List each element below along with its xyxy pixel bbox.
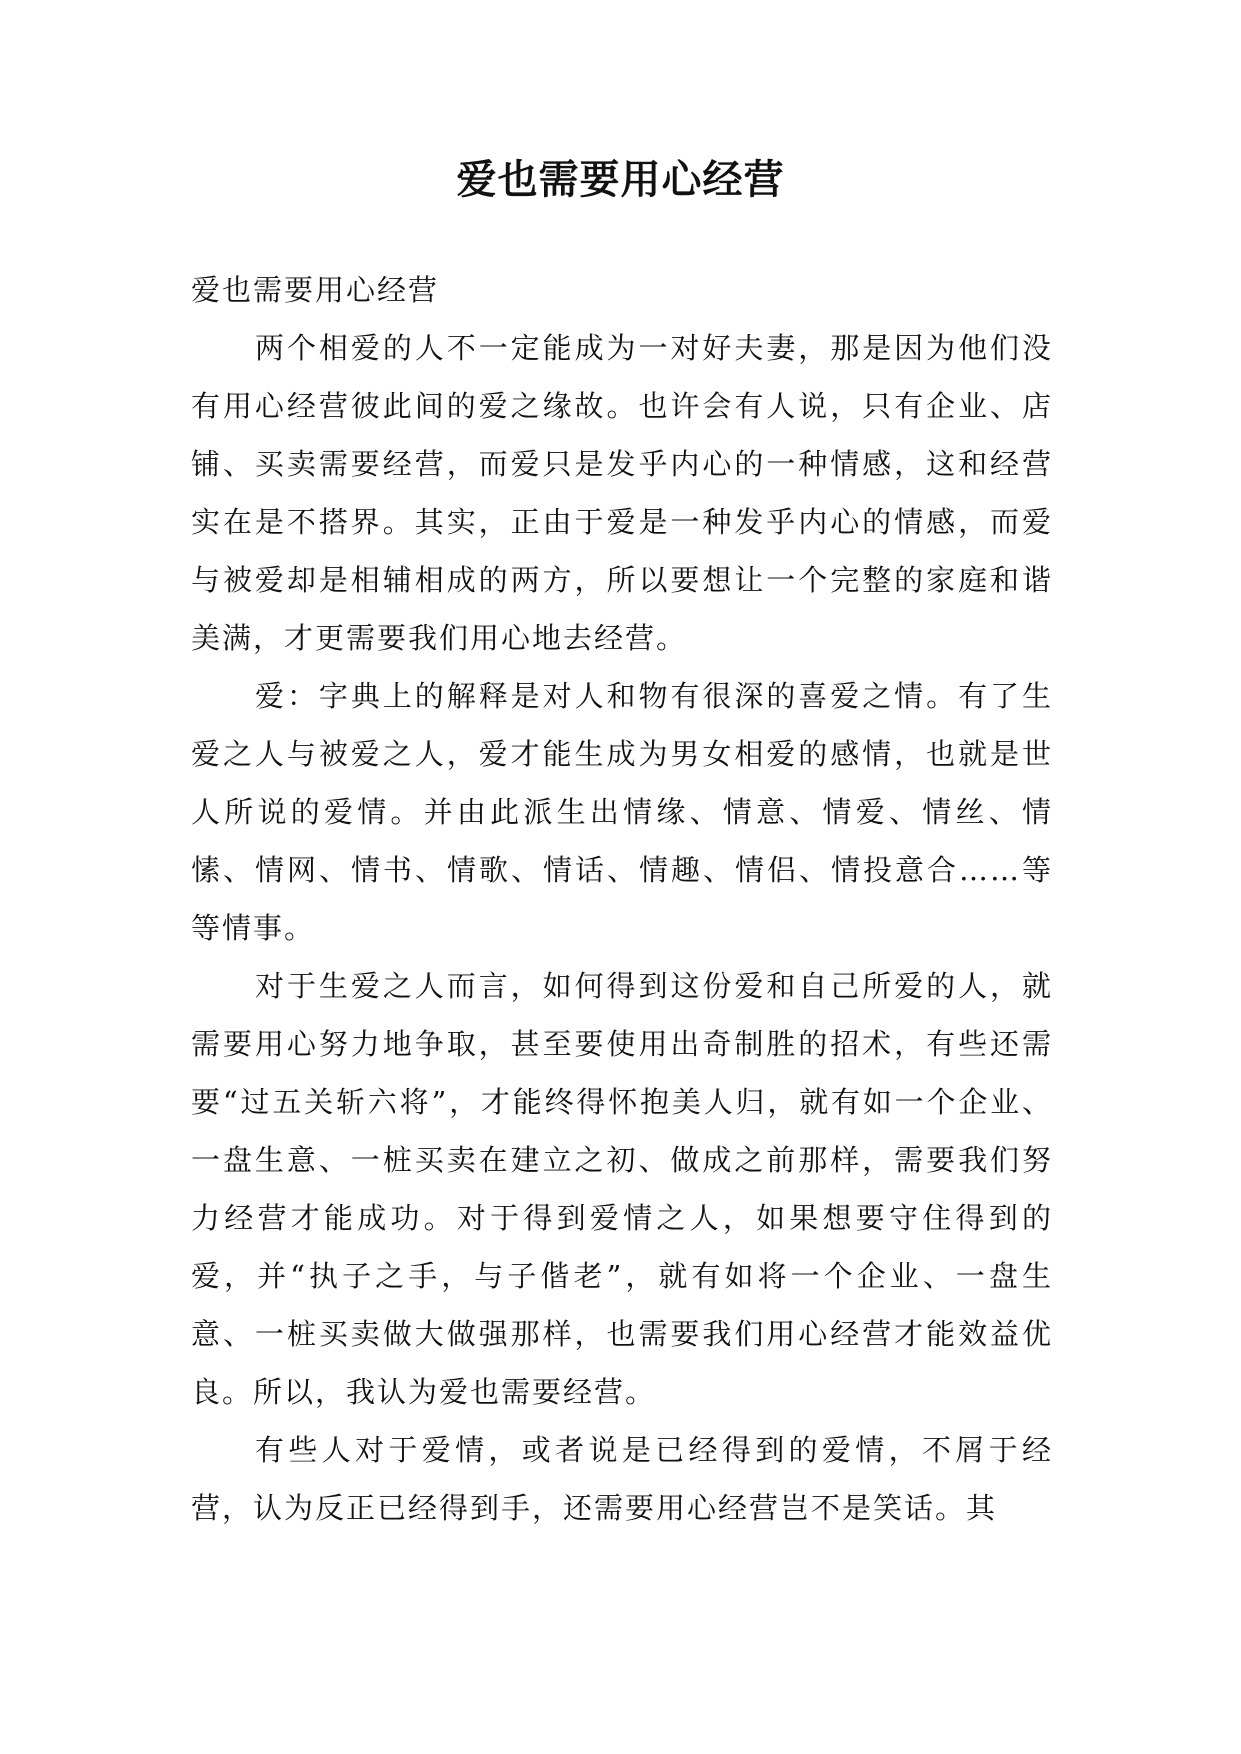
document-title: 爱也需要用心经营 (456, 157, 785, 203)
document-subtitle: 爱也需要用心经营 (191, 273, 440, 307)
paragraph: 两个相爱的人不一定能成为一对好夫妻，那是因为他们没有用心经营彼此间的爱之缘故。也许会有人说，只有企业、店铺、买卖需要经营，而爱只是发乎内心的一种情感，这和经营实在是不搭界。其实，正由于爱是一种发乎内心的情感，而爱与被爱却是相辅相成的两方，所以要想让一个完整的家庭和谐美满，才更需要我们用心地去经营。 (191, 331, 1053, 655)
paragraph: 对于生爱之人而言，如何得到这份爱和自己所爱的人，就需要用心努力地争取，甚至要使用出奇制胜的招术，有些还需要“过五关斩六将”，才能终得怀抱美人归，就有如一个企业、一盘生意、一桩买卖在建立之初、做成之前那样，需要我们努力经营才能成功。对于得到爱情之人，如果想要守住得到的爱，并“执子之手，与子偕老”，就有如将一个企业、一盘生意、一桩买卖做大做强那样，也需要我们用心经营才能效益优良。所以，我认为爱也需要经营。 (191, 969, 1053, 1409)
paragraph: 爱：字典上的解释是对人和物有很深的喜爱之情。有了生爱之人与被爱之人，爱才能生成为男女相爱的感情，也就是世人所说的爱情。并由此派生出情缘、情意、情爱、情丝、情愫、情网、情书、情歌、情话、情趣、情侣、情投意合……等等情事。 (191, 679, 1053, 945)
paragraph: 有些人对于爱情，或者说是已经得到的爱情，不屑于经营，认为反正已经得到手，还需要用心经营岂不是笑话。其 (191, 1433, 1053, 1525)
document-body (191, 261, 1053, 1537)
